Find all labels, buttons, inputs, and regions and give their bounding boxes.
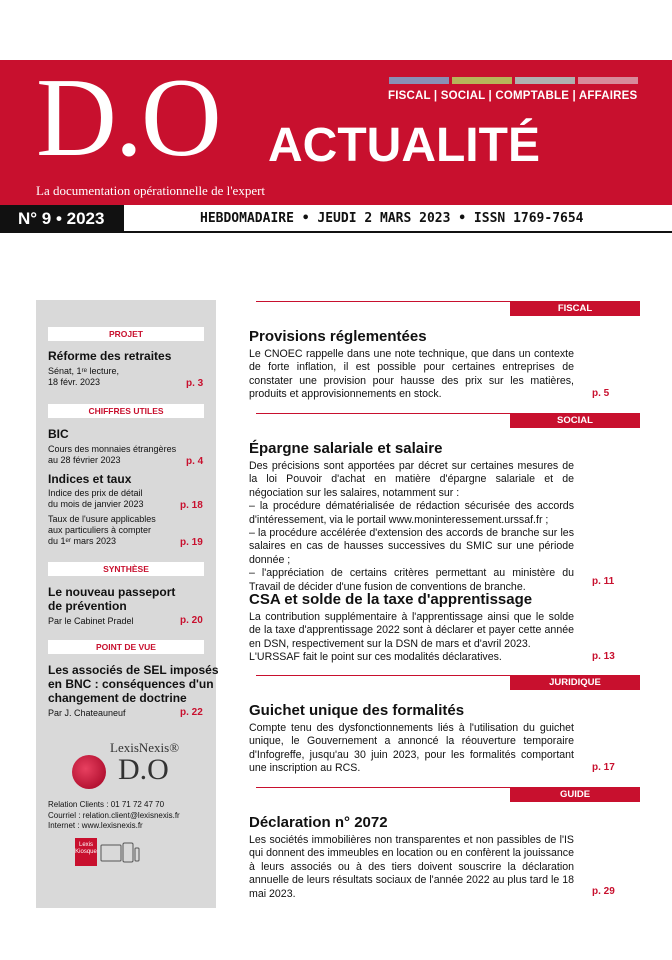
sidebar-page[interactable]: p. 20 xyxy=(180,615,203,626)
lexis-kiosque-badge[interactable]: Lexis Kiosque xyxy=(75,838,97,866)
sidebar-title-indices[interactable]: Indices et taux xyxy=(48,472,132,486)
lexisnexis-logo xyxy=(72,740,197,790)
lexisnexis-do: D.O xyxy=(118,753,169,786)
sidebar-text: Sénat, 1ʳᵉ lecture, 18 févr. 2023 xyxy=(48,366,120,387)
sidebar-text: Taux de l'usure applicables aux particuliers à compter du 1ᵉʳ mars 2023 xyxy=(48,514,156,546)
section-tab-fiscal: FISCAL xyxy=(510,302,640,316)
tagline: La documentation opérationnelle de l'expert xyxy=(36,183,266,198)
article-title-provisions[interactable]: Provisions réglementées xyxy=(249,328,427,345)
header-rule-left xyxy=(0,231,124,233)
sidebar-page[interactable]: p. 3 xyxy=(186,378,204,389)
sidebar-head-chiffres: CHIFFRES UTILES xyxy=(48,404,204,418)
section-tab-guide: GUIDE xyxy=(510,788,640,802)
article-page[interactable]: p. 13 xyxy=(592,651,615,662)
article-page[interactable]: p. 17 xyxy=(592,762,615,773)
color-bar-affaires xyxy=(578,77,638,84)
sidebar-text: Cours des monnaies étrangères au 28 février 2023 xyxy=(48,444,177,465)
logo-do: D.O xyxy=(36,56,220,180)
header-rule xyxy=(124,231,672,233)
sidebar-head-projet: PROJET xyxy=(48,327,204,341)
sidebar-page[interactable]: p. 19 xyxy=(180,537,203,548)
sidebar-title-reforme[interactable]: Réforme des retraites xyxy=(48,349,172,363)
sidebar-author: Par J. Chateauneuf xyxy=(48,708,126,718)
sidebar-title-bic[interactable]: BIC xyxy=(48,427,69,441)
article-body: Les sociétés immobilières non transparentes et non passibles de l'IS qui donnent des immeubles en location ou en confèrent la jouissance à leurs associés ou à des tiers doivent souscrire la déclaration annuelle de leurs résultats sociaux de l'année 2022 au plus tard le 18 mai 2023. xyxy=(249,834,574,900)
article-body: La contribution supplémentaire à l'apprentissage ainsi que le solde de la taxe d'apprentissage 2022 sont à déclarer et payer cette année en DSN, respectivement sur la DSN de mars et d'avril 2023. L'URSSAF fait le point sur ces modalités déclaratives. xyxy=(249,611,574,664)
article-title-guichet[interactable]: Guichet unique des formalités xyxy=(249,702,465,719)
sidebar-head-point: POINT DE VUE xyxy=(48,640,204,654)
sidebar-title-sel[interactable]: Les associés de SEL imposés en BNC : conséquences d'un changement de doctrine xyxy=(48,663,219,705)
contact-info: Relation Clients : 01 71 72 47 70 Courriel : relation.client@lexisnexis.fr Internet : www.lexisnexis.fr xyxy=(48,800,180,830)
logo-actualite: ACTUALITÉ xyxy=(268,119,540,172)
lexisnexis-name: LexisNexis® xyxy=(110,740,180,755)
sidebar-text: Indice des prix de détail du mois de janvier 2023 xyxy=(48,488,144,509)
article-body: Compte tenu des dysfonctionnements liés à l'utilisation du guichet unique, le Gouvernement a annoncé la réouverture temporaire d'Infogreffe, jusqu'au 30 juin 2023, pour les formalités comportant une inscription au RCS. xyxy=(249,722,574,775)
section-tab-social: SOCIAL xyxy=(510,414,640,428)
sidebar-page[interactable]: p. 18 xyxy=(180,500,203,511)
sidebar-author: Par le Cabinet Pradel xyxy=(48,616,134,626)
color-bar-social xyxy=(452,77,512,84)
sidebar-head-synthese: SYNTHÈSE xyxy=(48,562,204,576)
lexisnexis-globe-icon xyxy=(72,755,106,789)
color-bar-comptable xyxy=(515,77,575,84)
article-body: Des précisions sont apportées par décret sur certaines mesures de la loi Pouvoir d'achat en matière d'épargne salariale et de négociation sur les salaires, notamment sur : – la procédure dématérialisée de rédaction sécurisée des accords d'intéressement, via le portail www.moninteressement.urssaf.fr ; – la procédure accélérée d'extension des accords de branche sur les salaires en cas de hausses successives du SMIC sur une période donnée ; – l'appréciation de certains critères permettant au ministère du Travail de décider d'une fusion de conventions de branche. xyxy=(249,460,574,593)
sidebar-page[interactable]: p. 22 xyxy=(180,707,203,718)
sidebar-page[interactable]: p. 4 xyxy=(186,456,204,467)
issue-meta: HEBDOMADAIRE • JEUDI 2 MARS 2023 • ISSN 1769-7654 xyxy=(200,211,584,226)
article-title-epargne[interactable]: Épargne salariale et salaire xyxy=(249,440,443,457)
article-page[interactable]: p. 11 xyxy=(592,576,615,587)
article-title-declaration[interactable]: Déclaration n° 2072 xyxy=(249,814,388,831)
article-page[interactable]: p. 5 xyxy=(592,388,610,399)
section-color-bars xyxy=(389,77,638,89)
section-list: FISCAL | SOCIAL | COMPTABLE | AFFAIRES xyxy=(388,90,638,102)
article-body: Le CNOEC rappelle dans une note technique, que dans un contexte de forte inflation, il est possible pour certaines entreprises de constater une provision pour hausse des prix sur les matières, produits et approvisionnements en stock. xyxy=(249,348,574,401)
article-page[interactable]: p. 29 xyxy=(592,886,615,897)
article-title-csa[interactable]: CSA et solde de la taxe d'apprentissage xyxy=(249,591,533,608)
sidebar-title-passeport[interactable]: Le nouveau passeport de prévention xyxy=(48,585,176,613)
devices-icon xyxy=(100,842,140,864)
color-bar-fiscal xyxy=(389,77,449,84)
section-tab-juridique: JURIDIQUE xyxy=(510,676,640,690)
issue-number: N° 9 • 2023 xyxy=(0,205,124,231)
